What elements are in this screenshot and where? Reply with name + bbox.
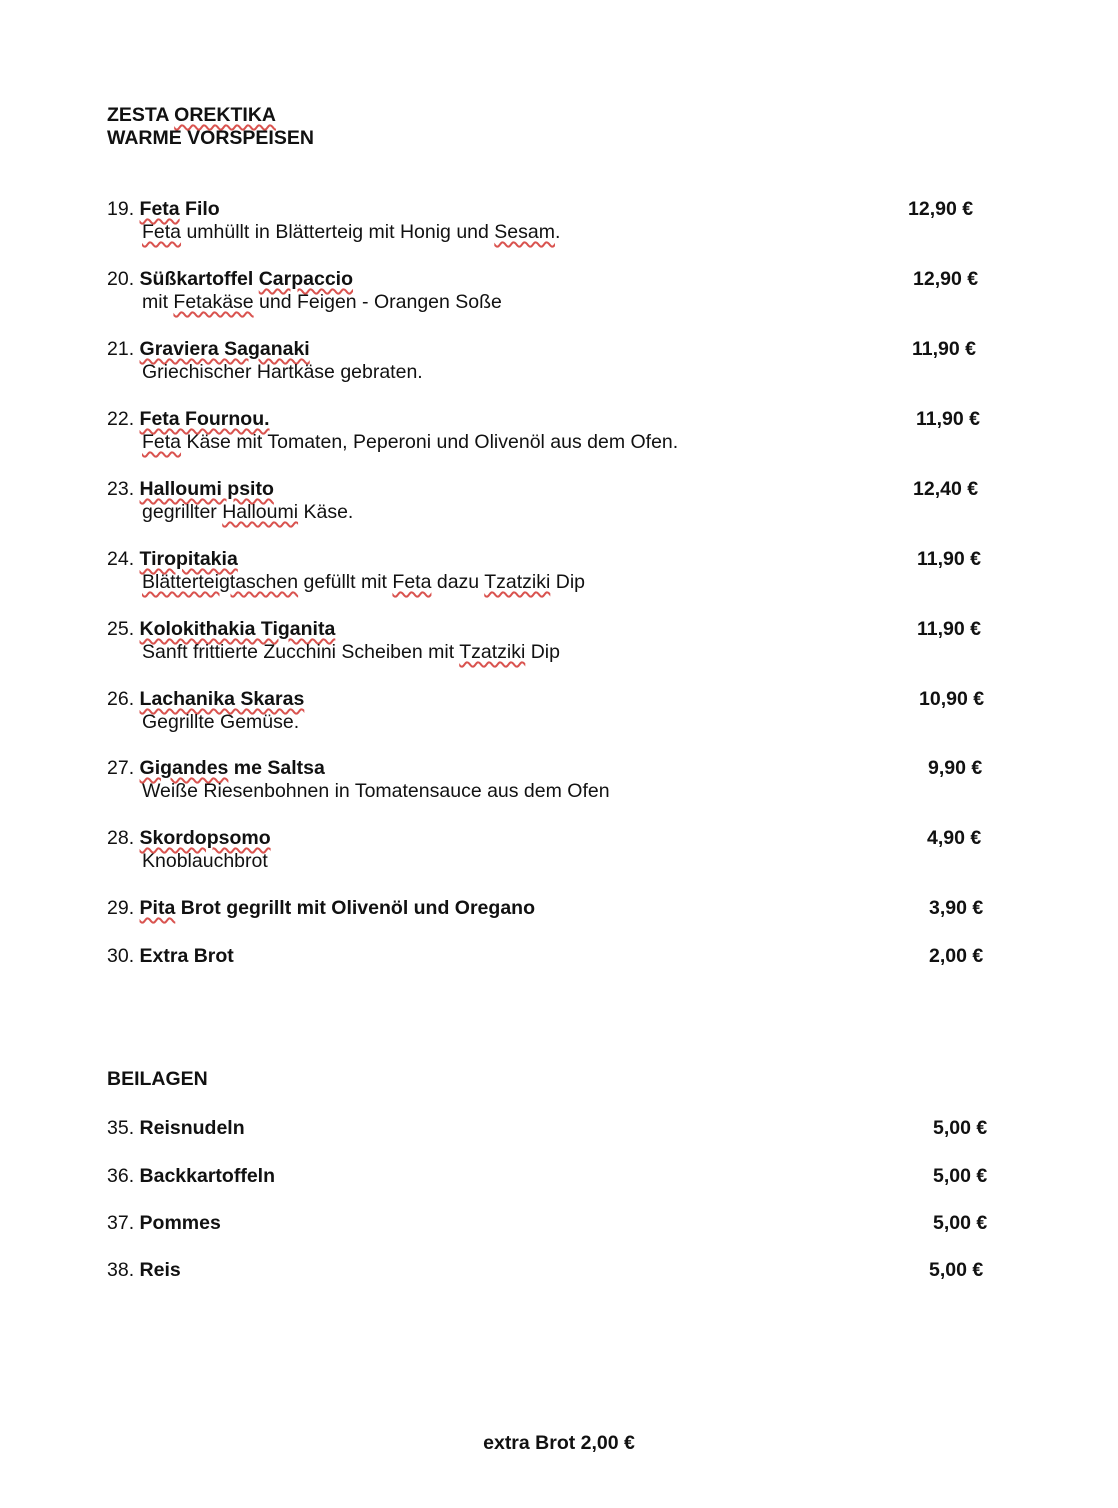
item-number: 20. bbox=[107, 268, 135, 290]
menu-item-title bbox=[107, 945, 234, 968]
desc-part: Feta bbox=[142, 431, 182, 453]
menu-item-title bbox=[107, 548, 238, 571]
item-number: 27. bbox=[107, 757, 135, 779]
item-price: 5,00 € bbox=[933, 1165, 988, 1187]
desc-part: Tzatziki bbox=[484, 571, 551, 593]
item-name: Backkartoffeln bbox=[139, 1165, 275, 1187]
item-name: Carpaccio bbox=[258, 268, 354, 290]
item-price: 9,90 € bbox=[928, 757, 983, 779]
item-number: 24. bbox=[107, 548, 135, 570]
footer-note: extra Brot 2,00 € bbox=[483, 1432, 635, 1454]
item-number: 25. bbox=[107, 618, 135, 640]
item-price: 2,00 € bbox=[929, 945, 984, 967]
item-number: 26. bbox=[107, 688, 135, 710]
desc-part: Dip bbox=[550, 571, 585, 593]
desc-part: und Feigen - Orangen Soße bbox=[253, 291, 502, 313]
menu-item-description bbox=[142, 571, 585, 594]
desc-part: mit bbox=[142, 291, 174, 313]
item-price: 5,00 € bbox=[929, 1259, 984, 1281]
menu-item-title bbox=[107, 1212, 221, 1235]
desc-part: dazu bbox=[431, 571, 485, 593]
menu-item-description: Knoblauchbrot bbox=[142, 850, 268, 872]
item-name: Reisnudeln bbox=[139, 1117, 245, 1139]
heading-word-orektika: OREKTIKA bbox=[174, 104, 277, 126]
item-price: 11,90 € bbox=[917, 618, 981, 640]
menu-item-title bbox=[107, 827, 271, 850]
menu-item-title bbox=[107, 897, 535, 920]
item-number: 35. bbox=[107, 1117, 135, 1139]
desc-part: Tzatziki bbox=[459, 641, 526, 663]
desc-part: Halloumi bbox=[222, 501, 299, 523]
menu-item-description: Griechischer Hartkäse gebraten. bbox=[142, 361, 423, 383]
item-number: 21. bbox=[107, 338, 135, 360]
menu-item-title bbox=[107, 688, 304, 711]
section-heading-greek bbox=[107, 104, 276, 127]
item-price: 11,90 € bbox=[912, 338, 976, 360]
menu-item-title bbox=[107, 338, 310, 361]
item-name: Brot gegrillt mit Olivenöl und Oregano bbox=[175, 897, 535, 919]
item-name: Pita bbox=[139, 897, 176, 919]
item-name: Feta Fournou. bbox=[139, 408, 270, 430]
menu-item-title bbox=[107, 268, 353, 291]
menu-item-title bbox=[107, 408, 270, 431]
menu-item-description bbox=[142, 221, 560, 244]
item-price: 3,90 € bbox=[929, 897, 984, 919]
item-price: 12,90 € bbox=[908, 198, 974, 220]
item-name: Tiropitakia bbox=[139, 548, 238, 570]
item-name: Skordopsomo bbox=[139, 827, 271, 849]
menu-item-description bbox=[142, 291, 502, 314]
item-name: Halloumi psito bbox=[139, 478, 274, 500]
desc-part: Fetakäse bbox=[173, 291, 254, 313]
menu-item-description: Weiße Riesenbohnen in Tomatensauce aus dem Ofen bbox=[142, 780, 610, 802]
menu-item-title bbox=[107, 1259, 181, 1282]
desc-part: umhüllt in Blätterteig mit Honig und bbox=[181, 221, 495, 243]
item-number: 22. bbox=[107, 408, 135, 430]
item-name: Lachanika Skaras bbox=[139, 688, 305, 710]
item-number: 36. bbox=[107, 1165, 135, 1187]
heading-word-zesta: ZESTA bbox=[107, 104, 175, 126]
item-name: Extra Brot bbox=[139, 945, 234, 967]
item-name: Süßkartoffel bbox=[139, 268, 259, 290]
item-name: Kolokithakia Tiganita bbox=[139, 618, 336, 640]
desc-part: gegrillter bbox=[142, 501, 223, 523]
desc-part: Dip bbox=[525, 641, 560, 663]
desc-part: Sanft frittierte Zucchini Scheiben mit bbox=[142, 641, 460, 663]
item-name: Gigandes bbox=[139, 757, 229, 779]
item-price: 12,90 € bbox=[913, 268, 979, 290]
desc-part: Feta bbox=[392, 571, 432, 593]
item-name: Feta bbox=[139, 198, 180, 220]
item-name: me Saltsa bbox=[228, 757, 325, 779]
item-number: 29. bbox=[107, 897, 135, 919]
item-number: 19. bbox=[107, 198, 135, 220]
menu-item-title bbox=[107, 198, 220, 221]
desc-part: Käse mit Tomaten, Peperoni und Olivenöl aus dem Ofen. bbox=[181, 431, 679, 453]
menu-item-description bbox=[142, 501, 353, 524]
item-price: 11,90 € bbox=[916, 408, 980, 430]
desc-part: . bbox=[554, 221, 561, 243]
item-name: Filo bbox=[179, 198, 220, 220]
item-number: 30. bbox=[107, 945, 135, 967]
menu-item-title bbox=[107, 1117, 245, 1140]
item-name: Graviera Saganaki bbox=[139, 338, 310, 360]
menu-item-title bbox=[107, 478, 274, 501]
item-price: 5,00 € bbox=[933, 1117, 988, 1139]
item-number: 38. bbox=[107, 1259, 135, 1281]
desc-part: Sesam bbox=[494, 221, 555, 243]
section-heading-german: WARME VORSPEISEN bbox=[107, 127, 314, 149]
menu-item-title bbox=[107, 757, 325, 780]
menu-item-description bbox=[142, 431, 678, 454]
item-price: 5,00 € bbox=[933, 1212, 988, 1234]
desc-part: Käse. bbox=[298, 501, 354, 523]
desc-part: gefüllt mit bbox=[298, 571, 393, 593]
item-number: 37. bbox=[107, 1212, 135, 1234]
menu-item-title bbox=[107, 1165, 275, 1188]
desc-part: Blätterteigtaschen bbox=[142, 571, 299, 593]
section-heading-sides: BEILAGEN bbox=[107, 1068, 208, 1090]
item-name: Reis bbox=[139, 1259, 181, 1281]
menu-item-title bbox=[107, 618, 335, 641]
item-name: Pommes bbox=[139, 1212, 221, 1234]
item-price: 12,40 € bbox=[913, 478, 979, 500]
menu-item-description: Gegrillte Gemüse. bbox=[142, 711, 300, 733]
item-price: 4,90 € bbox=[927, 827, 982, 849]
desc-part: Feta bbox=[142, 221, 182, 243]
menu-item-description bbox=[142, 641, 560, 664]
item-price: 11,90 € bbox=[917, 548, 981, 570]
item-number: 23. bbox=[107, 478, 135, 500]
item-price: 10,90 € bbox=[919, 688, 985, 710]
item-number: 28. bbox=[107, 827, 135, 849]
